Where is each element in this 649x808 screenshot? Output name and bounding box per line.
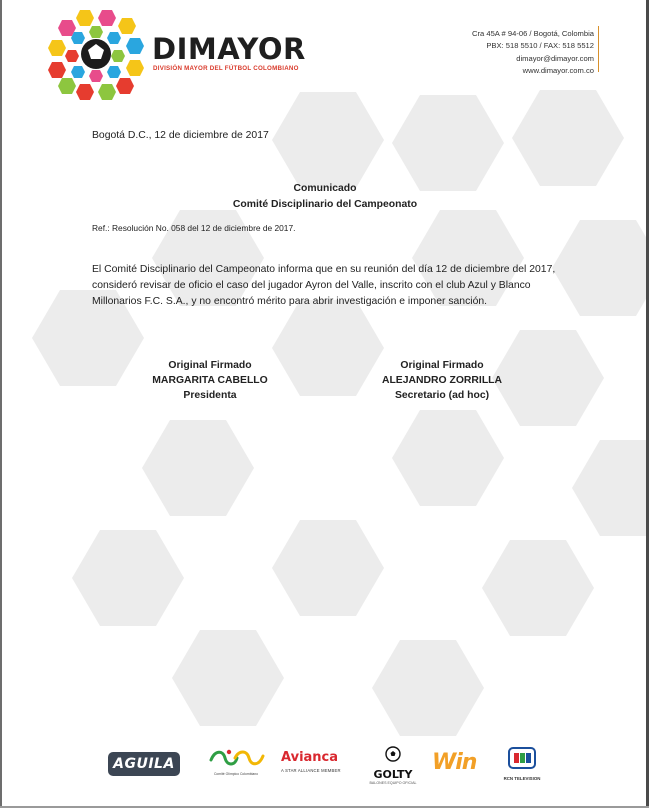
contact-block (472, 28, 594, 77)
brand-name: DIMAYOR (152, 32, 306, 66)
brand-subtitle: DIVISIÓN MAYOR DEL FÚTBOL COLOMBIANO (153, 65, 299, 72)
golty-name: GOLTY (373, 768, 413, 781)
rcn-mark-icon (507, 746, 537, 770)
contact-website[interactable]: www.dimayor.com.co (522, 65, 594, 75)
coc-rings-icon (205, 746, 267, 772)
soccer-ball-icon (385, 746, 401, 762)
rcn-logo (502, 746, 542, 781)
avianca-name: Avianca (281, 750, 339, 765)
signature-role: Secretario (ad hoc) (394, 390, 490, 401)
letter-subtitle: Comité Disciplinario del Campeonato (232, 199, 418, 210)
signature-name: ALEJANDRO ZORRILLA (381, 375, 503, 386)
letter-title: Comunicado (293, 183, 357, 194)
page-edge-left (0, 0, 2, 808)
contact-accent-bar (598, 26, 599, 72)
golty-logo (368, 746, 418, 785)
coc-text: Comité Olímpico Colombiano (213, 772, 259, 776)
dimayor-logo-icon (48, 6, 144, 102)
signature-secretary (342, 358, 542, 403)
aguila-logo: AGUILA (108, 752, 180, 776)
contact-address: Cra 45A # 94-06 / Bogotá, Colombia (472, 29, 594, 38)
signature-status: Original Firmado (400, 360, 484, 371)
avianca-subtitle: A STAR ALLIANCE MEMBER (281, 768, 341, 773)
signature-name: MARGARITA CABELLO (152, 375, 268, 386)
avianca-logo (281, 750, 341, 773)
signature-role: Presidenta (183, 390, 237, 401)
letter-body: El Comité Disciplinario del Campeonato informa que en su reunión del día 12 de diciembre del 2017, consideró revisar de oficio el caso del jugador Ayron del Valle, inscrito con el club Azul y Blanco Millonarios F.C. S.A., y no encontró mérito para abrir investigación e imponer sanción. (92, 264, 556, 307)
date-line: Bogotá D.C., 12 de diciembre de 2017 (92, 130, 269, 141)
contact-email[interactable]: dimayor@dimayor.com (516, 53, 594, 63)
rcn-subtitle: RCN TELEVISION (503, 776, 541, 781)
contact-phones: PBX: 518 5510 / FAX: 518 5512 (486, 41, 594, 51)
win-logo: Win (432, 750, 477, 775)
signature-president (110, 358, 310, 403)
coc-logo (205, 746, 267, 786)
reference-line: Ref.: Resolución No. 058 del 12 de diciembre de 2017. (92, 223, 296, 233)
golty-subtitle: BALONES EQUIPO OFICIAL (369, 781, 417, 785)
sponsor-strip (0, 740, 649, 790)
signature-status: Original Firmado (168, 360, 252, 371)
